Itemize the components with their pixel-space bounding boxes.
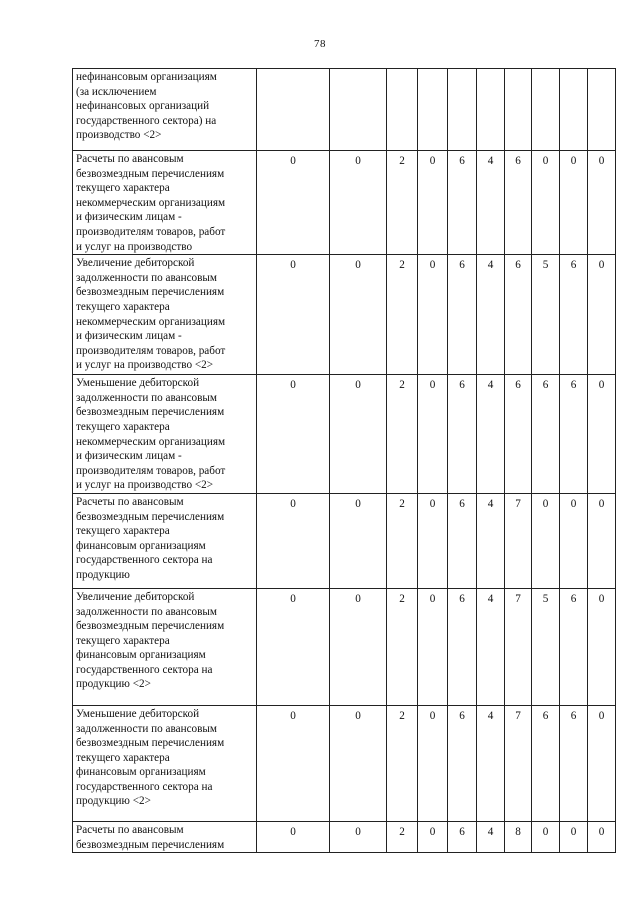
code-digit: 6 [570, 709, 577, 722]
code-digit-cell [505, 705, 532, 821]
code-digit: 4 [487, 155, 494, 167]
code-digit: 6 [542, 379, 549, 392]
code-digit: 0 [542, 825, 549, 838]
code-digit-cell [330, 821, 387, 852]
table-row [73, 588, 616, 705]
code-digit: 6 [459, 379, 465, 392]
code-digit-cell [387, 821, 418, 852]
code-digit: 0 [429, 709, 436, 722]
code-digit [505, 69, 531, 72]
code-digit: 0 [570, 825, 577, 838]
table-row [73, 375, 616, 494]
code-digit-cell [387, 69, 418, 151]
code-digit: 0 [429, 155, 436, 167]
code-digit: 0 [598, 497, 605, 510]
code-digit-cell [532, 588, 560, 705]
code-digit: 0 [355, 155, 361, 167]
code-digit: 6 [459, 709, 465, 722]
code-digit: 6 [459, 155, 465, 167]
code-digit-cell [560, 588, 588, 705]
code-digit-cell [330, 69, 387, 151]
code-digit-cell [330, 493, 387, 588]
code-digit-cell [532, 705, 560, 821]
code-digit: 6 [570, 379, 577, 392]
code-digit-cell [588, 493, 616, 588]
code-digit [448, 69, 476, 72]
code-digit: 2 [399, 592, 405, 605]
code-digit-cell [257, 705, 330, 821]
code-digit-cell [477, 375, 505, 494]
row-description: Расчеты по авансовым безвозмездным перечислениям [76, 823, 225, 851]
code-digit-cell [532, 375, 560, 494]
code-digit-cell [560, 151, 588, 255]
code-digit: 0 [598, 592, 605, 605]
code-digit: 0 [429, 825, 436, 838]
code-digit: 0 [355, 592, 361, 605]
code-digit: 0 [542, 155, 549, 167]
code-digit-cell [588, 255, 616, 375]
code-digit-cell [448, 151, 477, 255]
code-digit: 4 [487, 709, 494, 722]
code-digit: 5 [542, 592, 549, 605]
code-digit-cell [505, 375, 532, 494]
code-digit: 6 [542, 709, 549, 722]
row-description: Увеличение дебиторской задолженности по авансовым безвозмездным перечислениям текущего характера некоммерческим организациям и физическим лицам - производителям товаров, работ и услуг на производство <2> [76, 257, 226, 372]
code-digit: 0 [290, 497, 296, 510]
code-digit-cell [387, 255, 418, 375]
code-digit-cell [532, 69, 560, 151]
code-digit-cell [257, 151, 330, 255]
code-digit-cell [477, 493, 505, 588]
code-digit-cell [418, 375, 448, 494]
row-description-cell [73, 375, 257, 494]
code-digit-cell [330, 588, 387, 705]
code-digit-cell [588, 705, 616, 821]
code-digit: 0 [598, 259, 605, 272]
code-digit: 4 [487, 259, 494, 272]
code-digit: 0 [290, 259, 296, 272]
code-digit-cell [588, 69, 616, 151]
table-row [73, 69, 616, 151]
row-description-cell [73, 151, 257, 255]
code-digit [330, 69, 386, 72]
code-digit: 6 [459, 259, 465, 272]
row-description: Уменьшение дебиторской задолженности по авансовым безвозмездным перечислениям текущего характера некоммерческим организациям и физическим лицам - производителям товаров, работ и услуг на производство <2> [76, 377, 226, 492]
code-digit-cell [330, 255, 387, 375]
code-digit: 7 [515, 709, 521, 722]
code-digit [477, 69, 504, 72]
code-digit: 6 [570, 592, 577, 605]
code-digit-cell [505, 69, 532, 151]
code-digit-cell [477, 588, 505, 705]
code-digit-cell [418, 588, 448, 705]
code-digit-cell [418, 705, 448, 821]
code-digit-cell [418, 821, 448, 852]
code-digit: 0 [355, 497, 361, 510]
code-digit: 0 [570, 155, 577, 167]
code-digit: 6 [459, 825, 465, 838]
code-digit-cell [257, 255, 330, 375]
row-description: Расчеты по авансовым безвозмездным перечислениям текущего характера финансовым организациям государственного сектора на продукцию [76, 495, 225, 581]
code-digit-cell [588, 151, 616, 255]
code-digit-cell [588, 375, 616, 494]
row-description: Уменьшение дебиторской задолженности по авансовым безвозмездным перечислениям текущего характера финансовым организациям государственного сектора на продукцию <2> [76, 707, 225, 808]
table-row [73, 705, 616, 821]
code-digit: 0 [598, 379, 605, 392]
row-description-cell [73, 493, 257, 588]
code-digit: 6 [515, 259, 521, 272]
account-codes-table [72, 68, 616, 853]
code-digit: 6 [459, 592, 465, 605]
code-digit: 0 [290, 379, 296, 392]
code-digit-cell [330, 375, 387, 494]
code-digit: 0 [355, 825, 361, 838]
row-description-cell [73, 588, 257, 705]
code-digit: 0 [290, 825, 296, 838]
code-digit: 0 [598, 709, 605, 722]
code-digit-cell [505, 493, 532, 588]
code-digit: 0 [598, 155, 605, 167]
code-digit [588, 69, 615, 72]
code-digit-cell [257, 69, 330, 151]
code-digit: 0 [570, 497, 577, 510]
code-digit-cell [330, 705, 387, 821]
code-digit-cell [477, 821, 505, 852]
code-digit-cell [588, 588, 616, 705]
code-digit: 0 [598, 825, 605, 838]
code-digit-cell [257, 821, 330, 852]
table-row [73, 151, 616, 255]
code-digit: 4 [487, 825, 494, 838]
code-digit: 8 [515, 825, 521, 838]
code-digit: 2 [399, 497, 405, 510]
code-digit: 0 [355, 709, 361, 722]
code-digit: 6 [515, 379, 521, 392]
code-digit: 0 [429, 259, 436, 272]
table-row [73, 493, 616, 588]
code-digit-cell [588, 821, 616, 852]
code-digit-cell [448, 821, 477, 852]
code-digit-cell [477, 255, 505, 375]
code-digit: 0 [290, 155, 296, 167]
code-digit-cell [477, 705, 505, 821]
code-digit-cell [560, 705, 588, 821]
code-digit: 2 [399, 825, 405, 838]
code-digit-cell [532, 255, 560, 375]
code-digit-cell [505, 151, 532, 255]
code-digit-cell [505, 255, 532, 375]
row-description-cell [73, 705, 257, 821]
code-digit: 6 [570, 259, 577, 272]
table-row [73, 821, 616, 852]
code-digit: 0 [542, 497, 549, 510]
code-digit-cell [387, 705, 418, 821]
row-description-cell [73, 255, 257, 375]
code-digit-cell [560, 821, 588, 852]
code-digit-cell [387, 588, 418, 705]
code-digit-cell [532, 151, 560, 255]
code-digit-cell [448, 588, 477, 705]
code-digit-cell [387, 151, 418, 255]
code-digit [560, 69, 587, 72]
code-digit: 0 [355, 379, 361, 392]
row-description: Расчеты по авансовым безвозмездным перечислениям текущего характера некоммерческим организациям и физическим лицам - производителям товаров, работ и услуг на производство [76, 153, 226, 253]
code-digit [418, 69, 447, 72]
code-digit [257, 69, 329, 72]
code-digit-cell [560, 255, 588, 375]
code-digit: 6 [515, 155, 521, 167]
code-digit-cell [505, 821, 532, 852]
code-digit-cell [532, 821, 560, 852]
code-digit-cell [532, 493, 560, 588]
code-digit: 7 [515, 497, 521, 510]
code-digit-cell [477, 69, 505, 151]
code-digit-cell [387, 493, 418, 588]
code-digit-cell [418, 151, 448, 255]
code-digit [387, 69, 417, 72]
row-description: нефинансовым организациям (за исключением нефинансовых организаций государственного сектора) на производство <2> [76, 71, 217, 142]
code-digit: 0 [290, 709, 296, 722]
code-digit-cell [448, 705, 477, 821]
code-digit: 0 [355, 259, 361, 272]
code-digit-cell [448, 69, 477, 151]
code-digit-cell [387, 375, 418, 494]
code-digit: 6 [459, 497, 465, 510]
code-digit-cell [560, 375, 588, 494]
code-digit: 2 [399, 259, 405, 272]
code-digit: 2 [399, 155, 405, 167]
row-description-cell [73, 821, 257, 852]
code-digit: 0 [429, 592, 436, 605]
code-digit-cell [418, 255, 448, 375]
code-digit: 4 [487, 592, 494, 605]
code-digit-cell [448, 493, 477, 588]
code-digit: 4 [487, 379, 494, 392]
code-digit-cell [418, 69, 448, 151]
page-number: 78 [314, 38, 326, 50]
code-digit-cell [257, 493, 330, 588]
code-digit: 0 [290, 592, 296, 605]
code-digit-cell [560, 493, 588, 588]
row-description: Увеличение дебиторской задолженности по авансовым безвозмездным перечислениям текущего характера финансовым организациям государственного сектора на продукцию <2> [76, 590, 225, 691]
code-digit-cell [257, 375, 330, 494]
code-digit-cell [418, 493, 448, 588]
code-digit-cell [330, 151, 387, 255]
code-digit: 2 [399, 709, 405, 722]
code-digit: 0 [429, 497, 436, 510]
code-digit-cell [505, 588, 532, 705]
code-digit-cell [477, 151, 505, 255]
code-digit-cell [448, 255, 477, 375]
code-digit [532, 69, 559, 72]
code-digit-cell [560, 69, 588, 151]
code-digit: 7 [515, 592, 521, 605]
code-digit: 0 [429, 379, 436, 392]
row-description-cell [73, 69, 257, 151]
code-digit: 2 [399, 379, 405, 392]
code-digit: 5 [542, 259, 549, 272]
code-digit-cell [257, 588, 330, 705]
code-digit-cell [448, 375, 477, 494]
code-digit: 4 [487, 497, 494, 510]
table-row [73, 255, 616, 375]
